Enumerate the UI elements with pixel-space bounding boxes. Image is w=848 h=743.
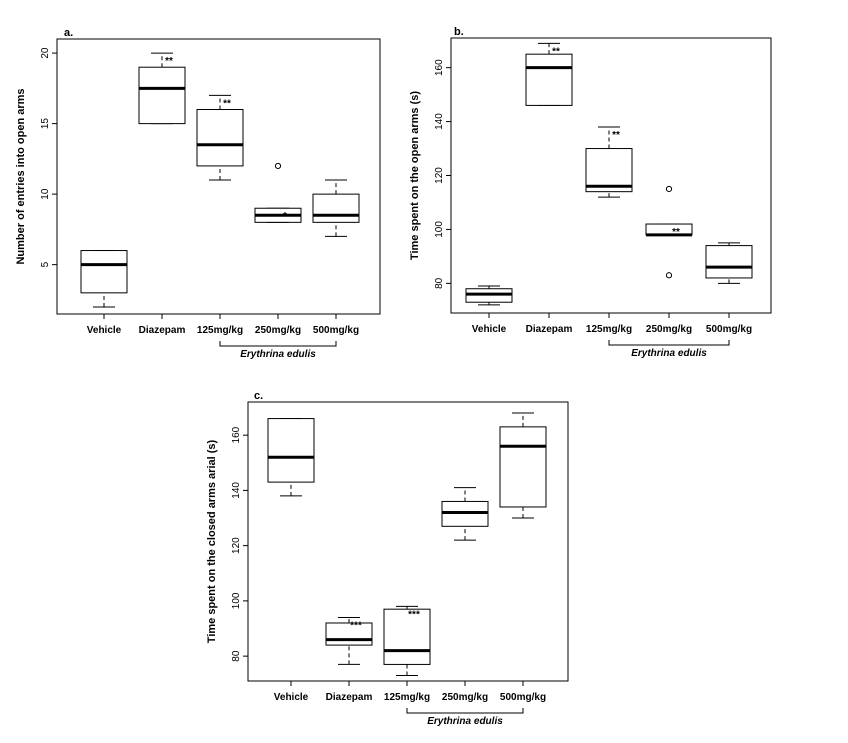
x-category-label: Diazepam xyxy=(325,692,373,703)
y-tick-label: 160 xyxy=(434,59,445,77)
box-vehicle xyxy=(81,251,127,307)
outlier-point xyxy=(666,186,671,191)
box-500mg-kg xyxy=(706,243,752,283)
box-500mg-kg xyxy=(500,413,546,518)
significance-marker: ** xyxy=(223,98,231,110)
iqr-box xyxy=(326,623,372,645)
box-125mg-kg xyxy=(384,606,430,675)
y-tick-label: 10 xyxy=(40,188,51,200)
iqr-box xyxy=(706,246,752,278)
x-category-label: Diazepam xyxy=(138,325,186,336)
significance-marker: ** xyxy=(612,129,620,141)
x-category-label: 500mg/kg xyxy=(312,325,360,336)
iqr-box xyxy=(197,110,243,166)
box-250mg-kg xyxy=(646,186,692,277)
y-axis-title: Time spent on the open arms (s) xyxy=(409,90,421,261)
y-tick-label: 100 xyxy=(231,592,242,610)
x-category-label: 250mg/kg xyxy=(441,692,489,703)
box-vehicle xyxy=(268,419,314,496)
y-tick-label: 5 xyxy=(40,261,51,268)
group-label: Erythrina edulis xyxy=(240,349,316,360)
significance-marker: ** xyxy=(672,227,680,239)
x-category-label: 125mg/kg xyxy=(383,692,431,703)
iqr-box xyxy=(500,427,546,507)
x-category-label: Diazepam xyxy=(525,324,573,335)
x-category-label: Vehicle xyxy=(86,325,122,336)
panel-label: a. xyxy=(64,27,74,39)
significance-marker: *** xyxy=(408,609,420,621)
iqr-box xyxy=(81,251,127,293)
box-250mg-kg xyxy=(442,488,488,540)
box-125mg-kg xyxy=(197,95,243,180)
group-bracket xyxy=(609,340,729,345)
y-tick-label: 80 xyxy=(434,277,445,289)
y-tick-label: 100 xyxy=(434,221,445,238)
x-category-label: Vehicle xyxy=(273,692,309,703)
y-axis-title: Time spent on the closed arms arial (s) xyxy=(206,439,218,644)
box-250mg-kg xyxy=(255,163,301,222)
group-bracket xyxy=(220,341,336,346)
significance-marker: ** xyxy=(165,56,173,68)
iqr-box xyxy=(384,609,430,664)
group-label: Erythrina edulis xyxy=(427,716,503,727)
x-category-label: 125mg/kg xyxy=(585,324,633,335)
y-tick-label: 80 xyxy=(231,650,242,662)
y-tick-label: 140 xyxy=(231,482,242,499)
significance-marker: ** xyxy=(552,46,560,58)
y-tick-label: 160 xyxy=(231,426,242,444)
box-125mg-kg xyxy=(586,127,632,197)
box-diazepam xyxy=(526,43,572,105)
y-axis-title: Number of entries into open arms xyxy=(15,88,27,265)
chart-panel-2 xyxy=(409,26,771,359)
outlier-point xyxy=(666,273,671,278)
box-diazepam xyxy=(326,617,372,664)
chart-panel-1 xyxy=(15,27,380,360)
y-tick-label: 120 xyxy=(231,537,242,554)
box-500mg-kg xyxy=(313,180,359,236)
significance-marker: *** xyxy=(350,620,362,632)
chart-panel-3 xyxy=(206,390,568,727)
x-category-label: 250mg/kg xyxy=(254,325,302,336)
y-tick-label: 20 xyxy=(40,47,51,59)
significance-marker: * xyxy=(283,211,287,223)
x-category-label: 125mg/kg xyxy=(196,325,244,336)
group-bracket xyxy=(407,708,523,713)
x-category-label: 500mg/kg xyxy=(499,692,547,703)
box-vehicle xyxy=(466,286,512,305)
x-category-label: 500mg/kg xyxy=(705,324,753,335)
iqr-box xyxy=(526,54,572,105)
y-tick-label: 15 xyxy=(40,118,51,130)
box-diazepam xyxy=(139,53,185,124)
panel-label: c. xyxy=(254,390,264,402)
y-tick-label: 140 xyxy=(434,113,445,130)
x-category-label: Vehicle xyxy=(471,324,507,335)
iqr-box xyxy=(139,67,185,123)
group-label: Erythrina edulis xyxy=(631,348,707,359)
iqr-box xyxy=(646,224,692,235)
panel-label: b. xyxy=(454,26,464,38)
x-category-label: 250mg/kg xyxy=(645,324,693,335)
outlier-point xyxy=(275,163,280,168)
iqr-box xyxy=(268,419,314,483)
y-tick-label: 120 xyxy=(434,167,445,184)
iqr-box xyxy=(313,194,359,222)
